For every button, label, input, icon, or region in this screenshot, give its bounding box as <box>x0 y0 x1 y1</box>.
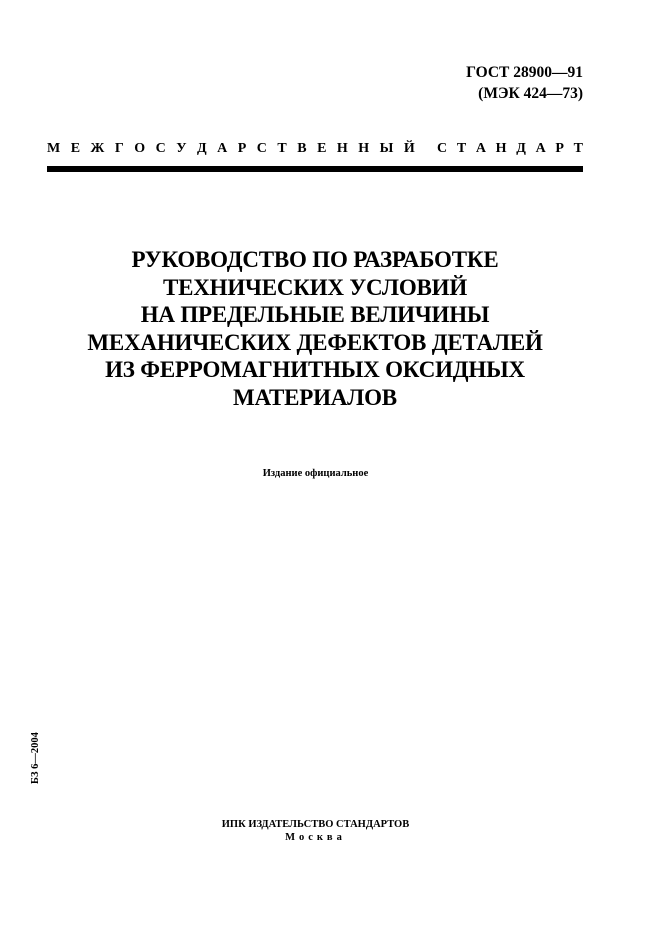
banner-letter: Т <box>573 141 583 156</box>
banner-letter: Р <box>237 141 247 156</box>
banner-letter: Й <box>403 141 415 156</box>
banner-letter: Р <box>555 141 564 156</box>
banner-letter: Т <box>456 141 467 156</box>
banner-letter: Ы <box>379 141 394 156</box>
banner-word-interstate <box>47 141 415 157</box>
edition-label: Издание официальное <box>262 468 369 479</box>
banner-letter: О <box>134 141 146 156</box>
banner-letter: Г <box>114 141 124 156</box>
banner-letter: У <box>176 141 187 156</box>
title-line: МАТЕРИАЛОВ <box>233 384 397 410</box>
document-title <box>40 246 590 411</box>
banner-letter: Е <box>317 141 327 156</box>
publisher-city: Москва <box>285 832 346 843</box>
header-rule <box>47 166 583 172</box>
banner-letter: Н <box>358 141 370 156</box>
title-line: ТЕХНИЧЕСКИХ УСЛОВИЙ <box>162 274 468 300</box>
banner-letter: А <box>535 141 546 156</box>
iec-code: (МЭК 424—73) <box>478 85 583 102</box>
standard-code: ГОСТ 28900—91 <box>466 64 583 81</box>
banner-letter: С <box>155 141 166 156</box>
banner-letter: А <box>217 141 228 156</box>
banner-letter: Н <box>495 141 507 156</box>
banner-letter: А <box>475 141 486 156</box>
title-line: МЕХАНИЧЕСКИХ ДЕФЕКТОВ ДЕТАЛЕЙ <box>87 329 543 355</box>
publisher-block <box>0 818 631 844</box>
title-line: НА ПРЕДЕЛЬНЫЕ ВЕЛИЧИНЫ <box>140 302 490 327</box>
banner-letter: Ж <box>90 141 105 156</box>
banner-letter: Т <box>277 141 287 156</box>
title-line: РУКОВОДСТВО ПО РАЗРАБОТКЕ <box>131 247 499 272</box>
banner-letter: Е <box>70 141 81 156</box>
document-codes <box>466 62 583 104</box>
banner-letter: Н <box>336 141 348 156</box>
banner-letter: В <box>297 141 307 156</box>
banner-letter: М <box>47 141 61 156</box>
banner-letter: С <box>437 141 448 156</box>
banner-letter: С <box>256 141 267 156</box>
title-line: ИЗ ФЕРРОМАГНИТНЫХ ОКСИДНЫХ <box>105 357 525 382</box>
banner-letter: Д <box>197 141 207 156</box>
standard-type-banner <box>47 141 583 157</box>
banner-letter: Д <box>516 141 526 156</box>
side-code: БЗ 6—2004 <box>30 732 41 784</box>
publisher-name: ИПК ИЗДАТЕЛЬСТВО СТАНДАРТОВ <box>221 819 410 830</box>
banner-word-standard <box>437 141 583 157</box>
